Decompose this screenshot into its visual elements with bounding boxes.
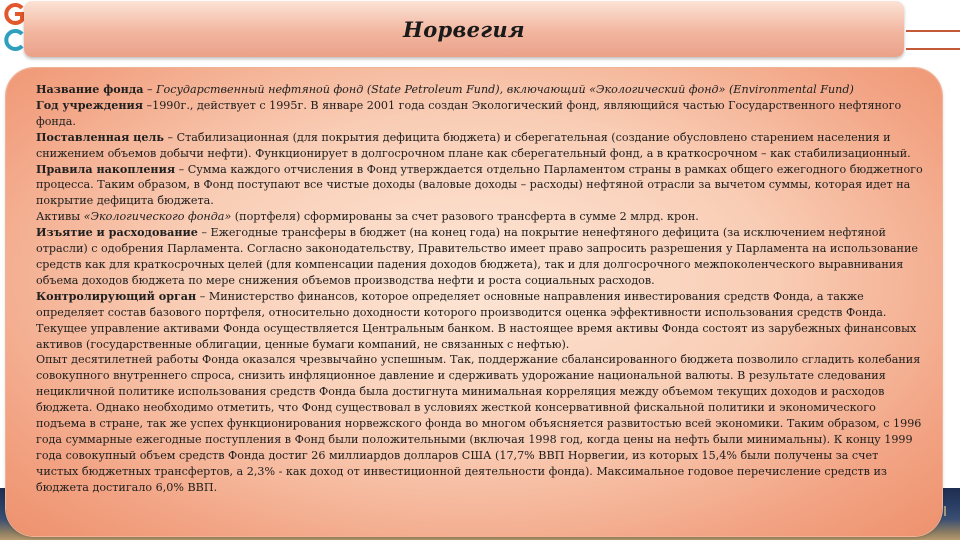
text-control: – Министерство финансов, которое определяет основные направления инвестирования средств Фонда, а также определяет состав базового портфеля, относительно доходности которого производится оценка эффективности использования средств Фонда. Текущее управление активами Фонда осуществляется Центральным банком. В настоящее время активы Фонда состоят из зарубежных финансовых активов (государственные облигации, ценные бумаги компаний, не связанных с нефтью). [36,289,917,351]
label-withdrawal: Изъятие и расходование [36,226,198,240]
paragraph-control [36,289,924,353]
decor-line-bottom [906,48,960,50]
title-banner [24,1,904,57]
text-fund-name: – Государственный нефтяной фонд (State Petroleum Fund), включающий «Экологический фонд» (Environmental Fund) [143,83,854,96]
paragraph-fund-name [36,82,924,98]
label-goal: Поставленная цель [36,130,164,144]
decor-line-top [906,30,960,32]
label-accumulation: Правила накопления [36,162,176,176]
text-withdrawal: – Ежегодные трансферы в бюджет (на конец года) на покрытие ненефтяного дефицита (за исключением нефтяной отрасли) с одобрения Парламента. Согласно законодательству, Правительство имеет право запросить разрешения у Парламента на использование средств как для краткосрочных целей (для компенсации падения доходов бюджета), так и для долгосрочного межпоколенческого выравнивания объема доходов бюджета по мере снижения объемов производства нефти и роста социальных расходов. [36,226,918,287]
text-assets: (портфеля) сформированы за счет разового трансферта в сумме 2 млрд. крон. [231,210,699,224]
label-founded: Год учреждения [36,98,144,112]
paragraph-experience: Опыт десятилетней работы Фонда оказался чрезвычайно успешным. Так, поддержание сбалансированного бюджета позволило сгладить колебания совокупного внутреннего спроса, снизить инфляционное давление и сдерживать удорожание национальной валюты. В результате следования нецикличной политике использования средств Фонда была достигнута минимальная корреляция между объемом текущих доходов и расходов бюджета. Однако необходимо отметить, что Фонд существовал в условиях жесткой консервативной фискальной политики и экономического подъема в стране, так же успех функционирования норвежского фонда во многом объясняется развитостью всей экономики. Таким образом, с 1996 года суммарные ежегодные поступления в Фонд были положительными (включая 1998 год, когда цены на нефть были минимальны). К концу 1999 года совокупный объем средств Фонда достиг 26 миллиардов долларов США (17,7% ВВП Норвегии, из которых 15,4% были получены за счет чистых бюджетных трансфертов, а 2,3% - как доход от инвестиционной деятельности фонда). Максимальное годовое перечисление средств из бюджета достигало 6,0% ВВП. [36,353,922,494]
text-accumulation: – Сумма каждого отчисления в Фонд утверждается отдельно Парламентом страны в рамках общего ежегодного бюджетного процесса. Таким образом, в Фонд поступают все чистые доходы (валовые доходы – расходы) нефтяной отрасли за вычетом суммы, которая идет на покрытие дефицита бюджета. [36,162,923,208]
label-fund-name: Название фонда [36,83,144,96]
text-assets-pre: Активы [36,210,84,224]
text-goal: – Стабилизационная (для покрытия дефицита бюджета) и сберегательная (создание обусловлено старением населения и снижением объемов добычи нефти). Функционирует в долгосрочном плане как сберегательный фонд, а в краткосрочном – как стабилизационный. [36,130,911,160]
paragraph-goal [36,130,924,162]
text-assets-italic: «Экологического фонда» [83,210,232,224]
text-founded: –1990г., действует с 1995г. В январе 2001 года создан Экологический фонд, являющийся частью Государственного нефтяного фонда. [36,98,902,128]
label-control: Контролирующий орган [36,289,197,303]
paragraph-assets [36,209,924,225]
paragraph-accumulation [36,162,924,210]
content-box [6,68,942,536]
paragraph-withdrawal [36,225,924,289]
company-logo-icon [0,0,26,54]
slide-title: Норвегия [403,16,525,42]
paragraph-founded [36,98,924,130]
